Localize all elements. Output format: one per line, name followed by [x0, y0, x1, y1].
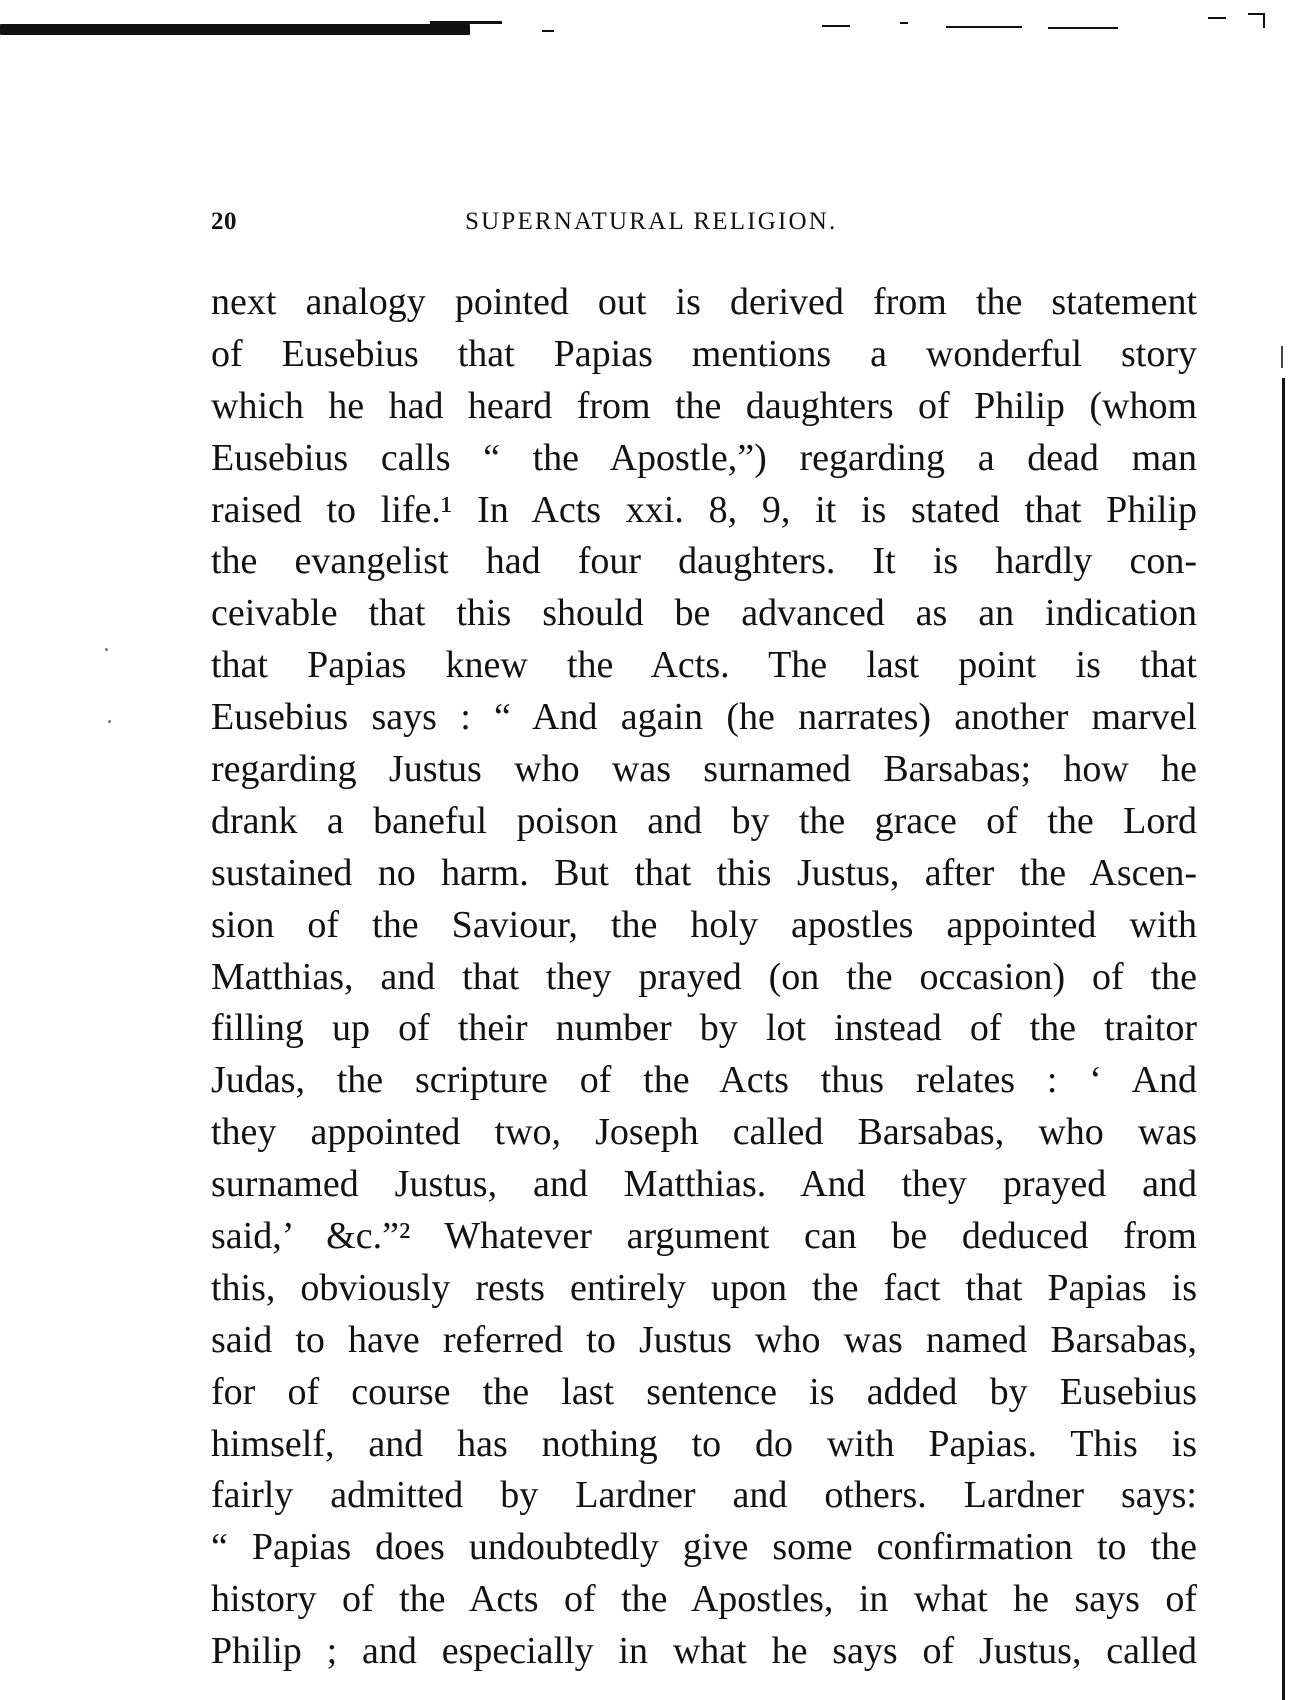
- text-line: for of course the last sentence is added by Eusebius: [211, 1370, 1197, 1413]
- scan-mark: [900, 22, 908, 24]
- text-line: which he had heard from the daughters of Philip (whom: [211, 384, 1197, 427]
- text-line: Eusebius calls “ the Apostle,”) regarding a dead man: [211, 436, 1197, 479]
- text-line: sion of the Saviour, the holy apostles appointed with: [211, 903, 1197, 946]
- text-line: history of the Acts of the Apostles, in what he says of: [211, 1578, 1197, 1621]
- text-line: regarding Justus who was surnamed Barsabas; how he: [211, 748, 1197, 791]
- text-line: Eusebius says : “ And again (he narrates) another marvel: [211, 696, 1197, 739]
- text-line: Judas, the scripture of the Acts thus relates : ‘ And: [211, 1059, 1197, 1102]
- page-number: 20: [211, 208, 237, 235]
- text-line: the evangelist had four daughters. It is hardly con-: [211, 540, 1197, 583]
- scan-mark: [946, 26, 1022, 28]
- text-line: said,’ &c.”² Whatever argument can be deduced from: [211, 1215, 1197, 1258]
- text-line: said to have referred to Justus who was named Barsabas,: [211, 1318, 1197, 1361]
- text-line: ceivable that this should be advanced as an indication: [211, 592, 1197, 635]
- scan-mark: [1048, 27, 1118, 29]
- page-edge-line: [1282, 378, 1285, 1700]
- scan-mark: [1248, 13, 1264, 15]
- running-title: SUPERNATURAL RELIGION.: [465, 208, 838, 235]
- text-line: Philip ; and especially in what he says of Justus, called: [211, 1630, 1197, 1673]
- scan-mark: [542, 30, 554, 32]
- scan-mark: [1263, 13, 1265, 28]
- scan-mark: [430, 21, 502, 24]
- margin-speck: [105, 648, 108, 651]
- text-line: surnamed Justus, and Matthias. And they prayed and: [211, 1163, 1197, 1206]
- text-line: raised to life.¹ In Acts xxi. 8, 9, it is stated that Philip: [211, 488, 1197, 531]
- text-line: drank a baneful poison and by the grace of the Lord: [211, 799, 1197, 842]
- text-line: Matthias, and that they prayed (on the occasion) of the: [211, 955, 1197, 998]
- body-text: [211, 277, 1197, 1678]
- text-line: sustained no harm. But that this Justus, after the Ascen-: [211, 851, 1197, 894]
- scan-mark: [822, 25, 850, 27]
- text-line: “ Papias does undoubtedly give some confirmation to the: [211, 1526, 1197, 1569]
- scan-mark: [1208, 17, 1226, 19]
- text-line: that Papias knew the Acts. The last point is that: [211, 644, 1197, 687]
- running-head: [211, 208, 1197, 248]
- text-line: this, obviously rests entirely upon the fact that Papias is: [211, 1266, 1197, 1309]
- text-line: himself, and has nothing to do with Papias. This is: [211, 1422, 1197, 1465]
- text-line: of Eusebius that Papias mentions a wonderful story: [211, 332, 1197, 375]
- text-line: fairly admitted by Lardner and others. Lardner says:: [211, 1474, 1197, 1517]
- text-line: next analogy pointed out is derived from the statement: [211, 281, 1197, 323]
- page-edge-mark: [1281, 346, 1283, 368]
- text-line: they appointed two, Joseph called Barsabas, who was: [211, 1111, 1197, 1154]
- margin-speck: [108, 720, 111, 723]
- scan-mark: [0, 24, 470, 35]
- text-line: filling up of their number by lot instead of the traitor: [211, 1007, 1197, 1050]
